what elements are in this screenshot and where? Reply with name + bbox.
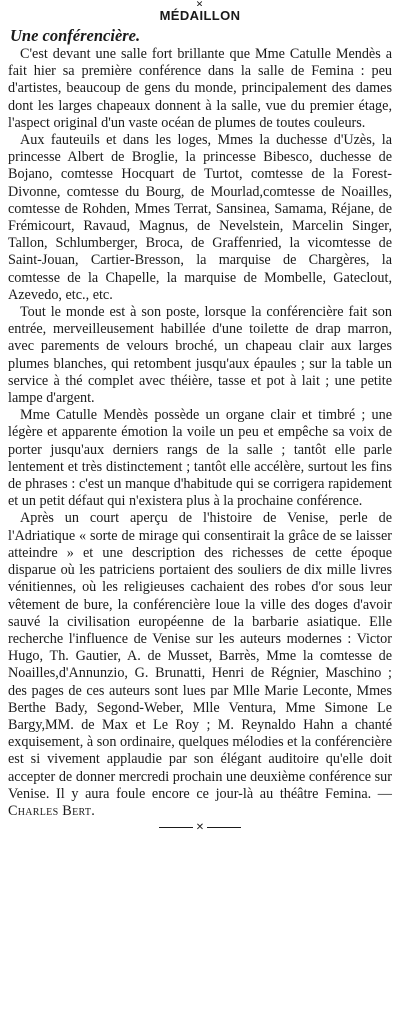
- top-ornament-mark: ✕: [195, 0, 205, 6]
- newspaper-column: [8, 0, 392, 834]
- paragraph-entrance: Tout le monde est à son poste, lorsque la conférencière fait son entrée, merveilleusement habillée d'une toilette de drap marron, avec parements de velours broché, un chapeau clair aux larges plumes blanches, qui retombent jusqu'aux épaules ; sur la table un service à thé complet avec théière, tasse et pot à lait ; une petite lampe d'argent.: [8, 304, 392, 407]
- top-ornament: [8, 0, 392, 6]
- bottom-ornament: [8, 822, 392, 834]
- ornament-rule-left: [159, 827, 193, 828]
- paragraph-attendees: Aux fauteuils et dans les loges, Mmes la duchesse d'Uzès, la princesse Albert de Broglie, la princesse Bibesco, duchesse de Bojano, comtesse Hocquart de Turtot, comtesse de la Forest-Divonne, comtesse du Bourg, de Mourlad,comtesse de Noailles, comtesse de Rohden, Mmes Terrat, Sansinea, Samama, Réjane, de Frémicourt, Ravaud, Magnus, de Nevelstein, Marcelin Singer, Tallon, Schlumberger, Broca, de Graffenried, la vicomtesse de Saint-Jouan, Cartier-Bresson, la marquise de Chargères, la comtesse de la Chapelle, la marquise de Mombelle, Gateclout, Azevedo, etc., etc.: [8, 132, 392, 303]
- article-body: [8, 46, 392, 820]
- ornament-rule-right: [207, 827, 241, 828]
- paragraph-venice-text: Après un court aperçu de l'histoire de Venise, perle de l'Adriatique « sorte de mirage qui consentirait la grâce de se laisser atteindre » et une description des richesses de cette époque disparue où les patriciens portaient des souliers de dix mille livres vénitiennes, où les religieuses cachaient des robes d'or sous leur vêtement de bure, la conférencière loue la ville des doges d'avoir sauvé la civilisation européenne de la barbarie asiatique. Elle recherche l'influence de Venise sur les auteurs modernes : Victor Hugo, Th. Gautier, A. de Musset, Barrès, Mme la comtesse de Noailles,d'Annunzio, G. Brunatti, Henri de Régnier, Maschino ; des pages de ces auteurs sont lues par Mlle Marie Leconte, Mmes Berthe Bady, Segond-Weber, Mlle Ventura, Mme Simone Le Bargy,MM. de Max et Le Roy ; M. Reynaldo Hahn a chanté exquisement, à son ordinaire, quelques mélodies et la conférencière est si vivement applaudie par son élégant auditoire qu'elle doit accepter de donner mercredi prochain une deuxième conférence sur Venise. Il y aura foule encore ce jour-là au théâtre Femina. —: [8, 510, 392, 802]
- article-title: Une conférencière.: [10, 26, 141, 45]
- section-title: MÉDAILLON: [159, 8, 241, 23]
- paragraph-venice: [8, 510, 392, 820]
- bottom-ornament-mark: ✕: [195, 822, 205, 834]
- author-signature: Charles Bert.: [8, 802, 96, 819]
- paragraph-voice: Mme Catulle Mendès possède un organe clair et timbré ; une légère et apparente émotion la voile un peu et empêche sa voix de porter jusqu'aux derniers rangs de la salle ; tantôt elle parle lentement et très distinctement ; tantôt elle accélère, surtout les fins de phrases : c'est un manque d'habitude qui se corrigera rapidement et un petit défaut qui n'existera plus à la prochaine conférence.: [8, 407, 392, 510]
- paragraph-intro: C'est devant une salle fort brillante que Mme Catulle Mendès a fait hier sa première conférence dans la salle de Femina : peu d'artistes, beaucoup de gens du monde, principalement des dames dont les larges chapeaux donnent à la salle, vue du premier étage, l'aspect original d'un vaste océan de plumes de toutes couleurs.: [8, 46, 392, 131]
